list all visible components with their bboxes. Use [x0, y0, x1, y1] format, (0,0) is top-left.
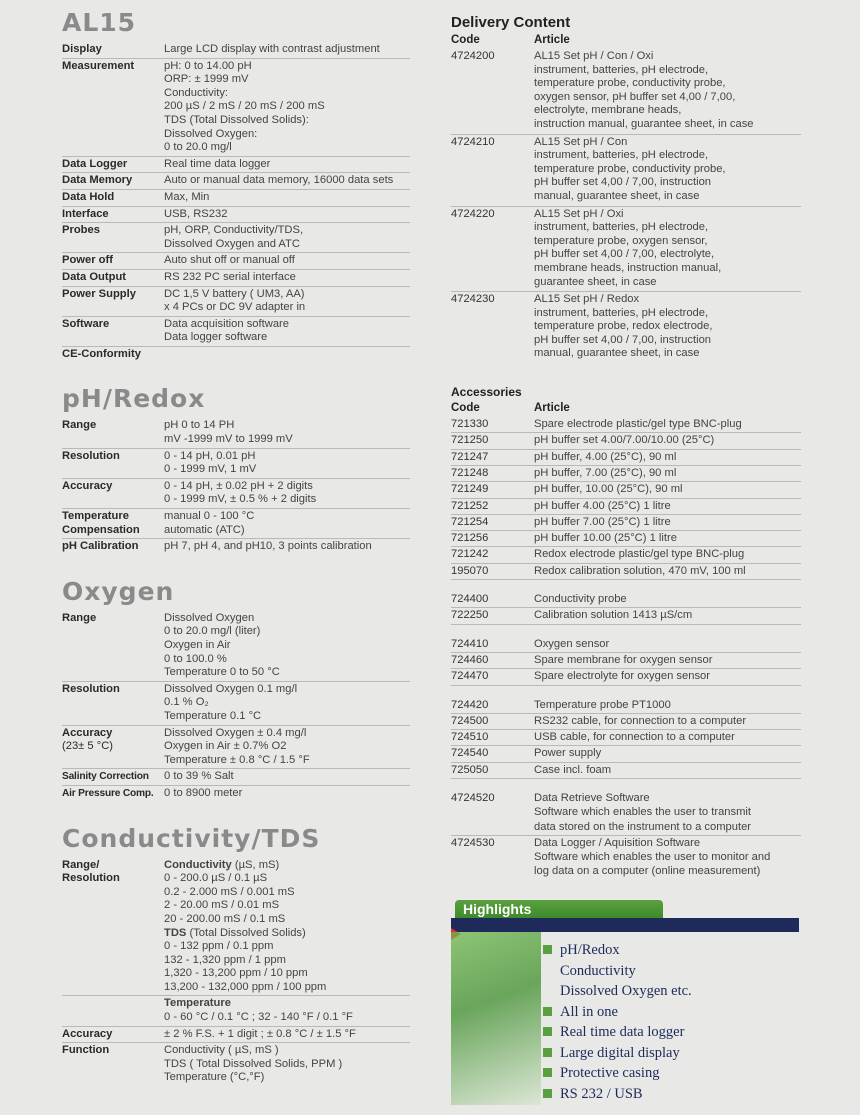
accessory-article: Redox calibration solution, 470 mV, 100 ml [534, 564, 746, 577]
spec-label: Data Hold [62, 190, 115, 203]
spec-value: Real time data logger [164, 157, 271, 170]
square-bullet-icon [543, 1068, 552, 1077]
accessories-group-gap [451, 580, 801, 592]
accessory-article: Case incl. foam [534, 763, 612, 776]
accessory-code: 721252 [451, 499, 489, 512]
accessory-code: 4724520 [451, 792, 495, 804]
accessory-article: Power supply [534, 747, 602, 760]
accessory-article: Redox electrode plastic/gel type BNC-plug [534, 548, 745, 561]
ph-spec-table [62, 418, 410, 554]
spec-row [62, 59, 410, 157]
delivery-row [451, 292, 801, 363]
spec-row [62, 479, 410, 509]
highlight-item [543, 1002, 692, 1023]
spec-value: DC 1,5 V battery ( UM3, AA) x 4 PCs or DC 9V adapter in [164, 287, 306, 314]
accessory-row [451, 482, 801, 498]
delivery-row [451, 135, 801, 207]
ph-title: pH/Redox [62, 384, 206, 414]
highlight-text: Protective casing [560, 1065, 660, 1081]
spec-label: Range [62, 611, 97, 624]
highlight-text: pH/Redox [560, 942, 620, 958]
spec-row [62, 347, 410, 363]
accessory-code: 721250 [451, 434, 489, 447]
accessory-row [451, 714, 801, 730]
spec-row [62, 509, 410, 539]
highlights-bar [451, 918, 799, 932]
spec-row [62, 418, 410, 448]
green-gradient-decoration [451, 932, 541, 1105]
accessory-row [451, 592, 801, 608]
spec-row [62, 858, 410, 997]
accessory-code: 4724530 [451, 836, 495, 849]
spec-label: Accuracy [62, 1027, 113, 1040]
spec-label: Resolution [62, 449, 120, 462]
accessory-code: 195070 [451, 564, 489, 577]
spec-value [164, 348, 410, 362]
spec-row [62, 253, 410, 270]
delivery-code-header: Code [451, 34, 480, 46]
spec-label: Salinity Correction [62, 771, 149, 783]
spec-label: Data Logger [62, 157, 128, 170]
highlight-item [543, 1084, 692, 1105]
accessory-article: Data Retrieve Software Software which enables the user to transmit data stored on the instrument to a computer [534, 792, 752, 833]
accessories-code-header: Code [451, 402, 480, 415]
spec-label-sub: (23± 5 °C) [62, 740, 114, 753]
spec-value: Auto or manual data memory, 16000 data sets [164, 174, 394, 187]
highlight-text: Real time data logger [560, 1024, 685, 1040]
spec-value: Dissolved Oxygen ± 0.4 mg/l Oxygen in Air ± 0.7% O2 Temperature ± 0.8 °C / 1.5 °F [164, 726, 310, 766]
accessory-article: USB cable, for connection to a computer [534, 731, 735, 744]
spec-row [62, 223, 410, 253]
highlight-text: RS 232 / USB [560, 1085, 643, 1102]
delivery-row [451, 49, 801, 135]
delivery-code: 4724210 [451, 135, 495, 148]
oxygen-spec-table [62, 611, 410, 802]
accessory-row [451, 531, 801, 547]
accessory-row [451, 608, 801, 624]
accessory-code: 724410 [451, 637, 489, 650]
spec-value: pH 0 to 14 PH mV -1999 mV to 1999 mV [164, 419, 293, 446]
accessory-row [451, 836, 801, 880]
spec-row [62, 270, 410, 287]
al15-spec-table [62, 42, 410, 362]
spec-label: Resolution [62, 682, 120, 695]
highlight-item [543, 1043, 692, 1064]
accessory-row [451, 763, 801, 779]
accessory-article: Conductivity probe [534, 593, 627, 606]
bullet-spacer [543, 986, 552, 995]
accessory-article: pH buffer, 4.00 (25°C), 90 ml [534, 450, 677, 463]
spec-value: Large LCD display with contrast adjustment [164, 43, 380, 55]
highlight-item [543, 1022, 692, 1043]
accessory-article: Oxygen sensor [534, 637, 610, 650]
spec-row [62, 317, 410, 347]
accessories-header [451, 400, 801, 417]
spec-row [62, 726, 410, 770]
spec-value: Auto shut off or manual off [164, 254, 295, 267]
accessories-group-gap [451, 625, 801, 637]
spec-value: USB, RS232 [164, 207, 228, 220]
al15-title: AL15 [62, 8, 137, 37]
accessory-row [451, 698, 801, 714]
spec-value: 0 to 39 % Salt [164, 770, 234, 783]
square-bullet-icon [543, 1048, 552, 1057]
accessory-code: 721256 [451, 532, 489, 545]
accessory-article: Calibration solution 1413 µS/cm [534, 609, 693, 622]
accessory-code: 721242 [451, 548, 489, 561]
delivery-code: 4724230 [451, 293, 495, 306]
spec-column [62, 8, 410, 1086]
accessory-row [451, 499, 801, 515]
accessory-code: 722250 [451, 609, 489, 622]
accessory-article: Spare electrolyte for oxygen sensor [534, 670, 710, 683]
accessory-code: 721247 [451, 450, 489, 463]
accessory-article: pH buffer 7.00 (25°C) 1 litre [534, 515, 671, 528]
accessories-group-gap [451, 779, 801, 791]
accessory-code: 721254 [451, 515, 489, 528]
highlight-item [543, 961, 692, 982]
spec-row [62, 539, 410, 555]
spec-row [62, 190, 410, 207]
bullet-spacer [543, 966, 552, 975]
spec-label: Display [62, 43, 102, 55]
accessory-row [451, 653, 801, 669]
cond-title: Conductivity/TDS [62, 823, 321, 853]
accessory-row [451, 791, 801, 836]
highlights-box [451, 900, 799, 1105]
spec-row [62, 173, 410, 190]
accessory-article: Spare membrane for oxygen sensor [534, 653, 713, 666]
highlight-item [543, 940, 692, 961]
accessory-code: 725050 [451, 763, 489, 776]
spec-label: Interface [62, 207, 109, 220]
square-bullet-icon [543, 945, 552, 954]
spec-label: pH Calibration [62, 540, 139, 553]
spec-row [62, 157, 410, 174]
accessory-row [451, 730, 801, 746]
spec-value: RS 232 PC serial interface [164, 270, 296, 283]
delivery-title: Delivery Content [451, 14, 571, 31]
spec-row [62, 1043, 410, 1086]
spec-value: pH: 0 to 14.00 pH ORP: ± 1999 mV Conductivity: 200 µS / 2 mS / 20 mS / 200 mS TDS (Total Dissolved Solids): Dissolved Oxygen: 0 to 20.0 mg/l [164, 59, 325, 154]
delivery-row [451, 207, 801, 293]
spec-label: Accuracy [62, 479, 113, 492]
accessory-article: pH buffer set 4.00/7.00/10.00 (25°C) [534, 434, 715, 447]
oxygen-title: Oxygen [62, 576, 175, 606]
accessory-code: 724510 [451, 731, 489, 744]
spec-value: Dissolved Oxygen 0.1 mg/l 0.1 % O₂ Temperature 0.1 °C [164, 682, 298, 722]
accessory-row [451, 746, 801, 762]
accessory-article: Spare electrode plastic/gel type BNC-plug [534, 418, 742, 431]
spec-value: pH, ORP, Conductivity/TDS, Dissolved Oxygen and ATC [164, 224, 304, 250]
highlights-list [543, 940, 692, 1104]
delivery-code: 4724200 [451, 50, 495, 62]
accessory-row [451, 433, 801, 449]
square-bullet-icon [543, 1027, 552, 1036]
spec-label: Range [62, 419, 97, 432]
accessory-code: 724470 [451, 670, 489, 683]
spec-value: manual 0 - 100 °C automatic (ATC) [164, 510, 255, 536]
delivery-article-header: Article [534, 34, 570, 46]
accessories-group-gap [451, 686, 801, 698]
spec-value: Temperature 0 - 60 °C / 0.1 °C ; 32 - 140 °F / 0.1 °F [164, 997, 353, 1024]
accessories-title: Accessories [451, 385, 522, 400]
spec-label: Temperature Compensation [62, 510, 140, 536]
spec-value: 0 - 14 pH, ± 0.02 pH + 2 digits 0 - 1999 mV, ± 0.5 % + 2 digits [164, 479, 317, 506]
spec-label: Power Supply [62, 287, 136, 300]
delivery-code: 4724220 [451, 207, 495, 220]
spec-value: 0 to 8900 meter [164, 786, 243, 799]
accessory-code: 724500 [451, 714, 489, 727]
spec-label: Function [62, 1044, 110, 1057]
highlights-tab: Highlights [455, 900, 663, 918]
spec-row [62, 42, 410, 59]
accessory-code: 724400 [451, 593, 489, 606]
highlight-text: Large digital display [560, 1044, 680, 1061]
spec-value: 0 - 14 pH, 0.01 pH 0 - 1999 mV, 1 mV [164, 449, 257, 476]
accessory-article: Data Logger / Aquisition Software Software which enables the user to monitor and log data on a computer (online measurement) [534, 836, 771, 878]
spec-label: Air Pressure Comp. [62, 787, 154, 799]
accessory-row [451, 547, 801, 563]
accessory-row [451, 450, 801, 466]
accessories-table [451, 417, 801, 880]
delivery-table [451, 49, 801, 363]
spec-row [62, 769, 410, 786]
accessory-code: 724460 [451, 653, 489, 666]
accessory-row [451, 669, 801, 685]
accessory-code: 724420 [451, 698, 489, 711]
accessory-article: RS232 cable, for connection to a computer [534, 714, 747, 727]
accessory-row [451, 637, 801, 653]
accessory-article: pH buffer 10.00 (25°C) 1 litre [534, 532, 677, 545]
delivery-article: AL15 Set pH / Con / Oxi instrument, batteries, pH electrode, temperature probe, conductivity probe, oxygen sensor, pH buffer set 4,00 / 7,00, electrolyte, membrane heads, instruction manual, guarantee sheet, in case [534, 50, 754, 130]
spec-value: pH 7, pH 4, and pH10, 3 points calibration [164, 540, 372, 553]
spec-value: Conductivity ( µS, mS ) TDS ( Total Dissolved Solids, PPM ) Temperature (°C,°F) [164, 1044, 343, 1084]
accessory-article: Temperature probe PT1000 [534, 698, 671, 711]
delivery-article: AL15 Set pH / Con instrument, batteries, pH electrode, temperature probe, conductivity probe, pH buffer set 4,00 / 7,00, instruction manual, guarantee sheet, in case [534, 135, 726, 202]
spec-label: Data Memory [62, 174, 133, 187]
accessory-row [451, 466, 801, 482]
accessories-article-header: Article [534, 402, 570, 415]
accessory-row [451, 515, 801, 531]
spec-value: ± 2 % F.S. + 1 digit ; ± 0.8 °C / ± 1.5 °F [164, 1027, 356, 1040]
spec-row [62, 611, 410, 682]
accessory-row [451, 564, 801, 580]
spec-label: Accuracy (23± 5 °C) [62, 726, 114, 753]
highlight-item [543, 981, 692, 1002]
accessory-code: 724540 [451, 747, 489, 760]
accessory-row [451, 417, 801, 433]
highlight-text: Dissolved Oxygen etc. [560, 983, 692, 999]
spec-row [62, 287, 410, 317]
accessory-code: 721330 [451, 418, 489, 431]
spec-label: Power off [62, 254, 113, 267]
accessory-article: pH buffer, 7.00 (25°C), 90 ml [534, 466, 677, 479]
spec-label: Data Output [62, 270, 127, 283]
spec-value: Conductivity (µS, mS) 0 - 200.0 µS / 0.1 µS 0.2 - 2.000 mS / 0.001 mS 2 - 20.00 mS / 0.01 mS 20 - 200.00 mS / 0.1 mS TDS (Total Dissolved Solids) 0 - 132 ppm / 0.1 ppm 132 - 1,320 ppm / 1 ppm 1,320 - 13,200 ppm / 10 ppm 13,200 - 132,000 ppm / 100 ppm [164, 858, 327, 993]
highlight-text: All in one [560, 1003, 618, 1020]
spec-row [62, 1027, 410, 1044]
square-bullet-icon [543, 1007, 552, 1016]
delivery-article: AL15 Set pH / Oxi instrument, batteries, pH electrode, temperature probe, oxygen sensor, pH buffer set 4,00 / 7,00, electrolyte, membrane heads, instruction manual, guarantee sheet, in case [534, 207, 722, 288]
spec-row [62, 207, 410, 224]
spec-label: Range/ Resolution [62, 858, 120, 885]
spec-value: Dissolved Oxygen 0 to 20.0 mg/l (liter) Oxygen in Air 0 to 100.0 % Temperature 0 to 50 °C [164, 611, 280, 679]
accessory-code: 721249 [451, 483, 489, 496]
spec-label: Software [62, 317, 110, 330]
accessory-code: 721248 [451, 466, 489, 479]
spec-label: Measurement [62, 59, 135, 72]
accessory-article: pH buffer 4.00 (25°C) 1 litre [534, 499, 671, 512]
accessory-article: pH buffer, 10.00 (25°C), 90 ml [534, 483, 683, 496]
spec-value: Data acquisition software Data logger software [164, 317, 289, 344]
spec-row [62, 449, 410, 479]
highlight-item [543, 1063, 692, 1084]
order-column [451, 14, 801, 880]
cond-spec-table [62, 858, 410, 1087]
spec-label: CE-Conformity [62, 347, 141, 360]
square-bullet-icon [543, 1089, 552, 1098]
spec-row [62, 786, 410, 802]
delivery-header [451, 32, 801, 49]
spec-row [62, 682, 410, 726]
spec-label [62, 997, 164, 1024]
delivery-article: AL15 Set pH / Redox instrument, batteries, pH electrode, temperature probe, redox electrode, pH buffer set 4,00 / 7,00, instruction manual, guarantee sheet, in case [534, 293, 713, 360]
highlight-text: Conductivity [560, 962, 636, 979]
spec-label: Probes [62, 224, 100, 237]
spec-row [62, 996, 410, 1026]
spec-value: Max, Min [164, 190, 210, 203]
